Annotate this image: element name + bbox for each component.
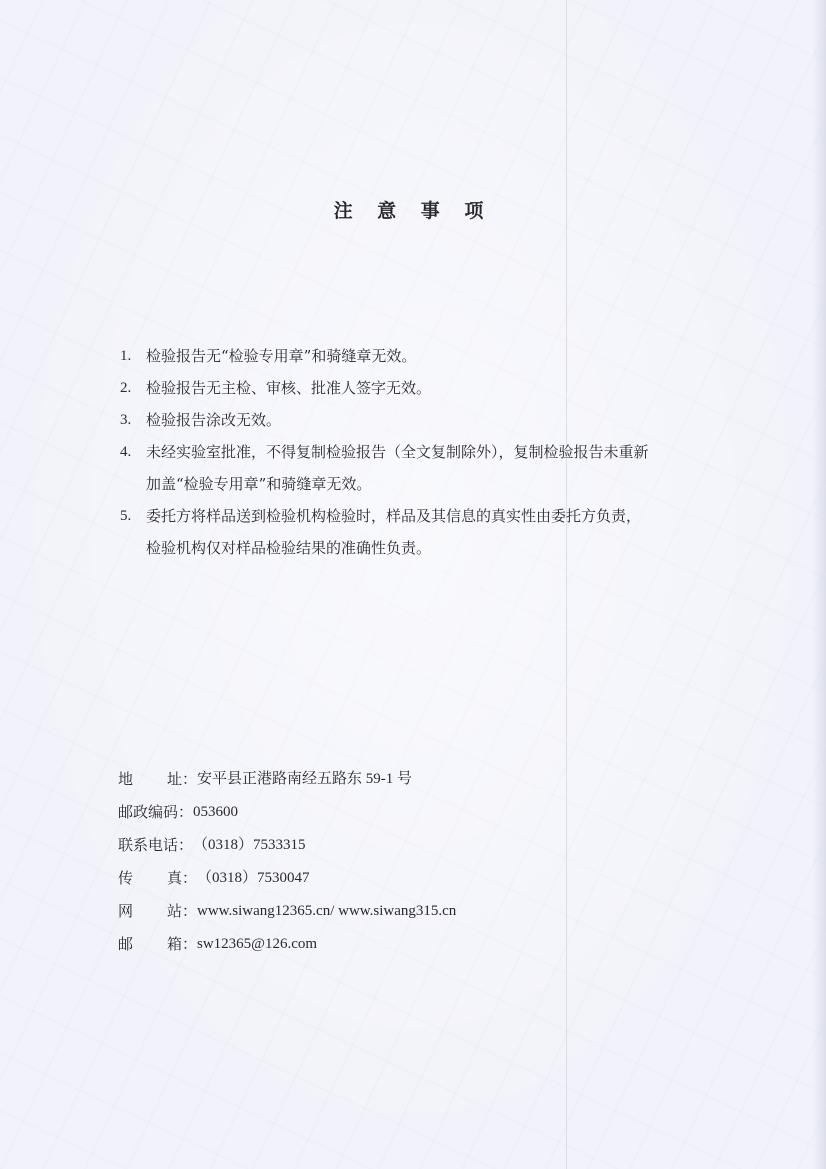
postcode-label: 邮政编码 (118, 803, 179, 821)
note-item-3 (118, 404, 718, 436)
email-link[interactable]: sw12365@126.com (197, 936, 318, 952)
address-separator: ： (182, 770, 198, 788)
email-separator: ： (182, 935, 198, 953)
note-text-line-2: 加盖“检验专用章”和骑缝章无效。 (146, 475, 372, 493)
note-text-line-1: 委托方将样品送到检验机构检验时，样品及其信息的真实性由委托方负责， (146, 507, 642, 525)
contact-phone-row (118, 829, 678, 862)
website-label: 网 站 (118, 902, 182, 920)
note-text-line-2: 检验机构仅对样品检验结果的准确性负责。 (146, 539, 432, 557)
notes-list (118, 340, 718, 564)
fax-label: 传 真 (118, 869, 182, 887)
phone-separator: ： (178, 836, 194, 854)
note-item-5 (118, 500, 718, 564)
note-text: 检验报告无“检验专用章”和骑缝章无效。 (146, 347, 417, 365)
contact-email-row (118, 928, 678, 961)
note-number: 5. (120, 508, 132, 524)
phone-value: （0318）7533315 (193, 837, 306, 853)
contact-postcode-row (118, 796, 678, 829)
note-number: 1. (120, 348, 132, 364)
website-link[interactable]: www.siwang12365.cn/ www.siwang315.cn (197, 903, 457, 919)
address-value: 安平县正港路南经五路东 59-1 号 (197, 771, 413, 787)
website-separator: ： (182, 902, 198, 920)
postcode-separator: ： (178, 803, 194, 821)
phone-label: 联系电话 (118, 836, 179, 854)
contact-website-row (118, 895, 678, 928)
contact-address-row (118, 763, 678, 796)
address-label: 地 址 (118, 770, 182, 788)
note-item-4 (118, 436, 718, 500)
note-number: 2. (120, 380, 132, 396)
postcode-value: 053600 (193, 804, 239, 820)
note-item-1 (118, 340, 718, 372)
note-text: 检验报告涂改无效。 (146, 411, 282, 429)
note-number: 4. (120, 444, 132, 460)
note-item-2 (118, 372, 718, 404)
note-text-line-1: 未经实验室批准，不得复制检验报告（全文复制除外），复制检验报告未重新 (146, 443, 649, 461)
fax-separator: ： (182, 869, 198, 887)
fax-value: （0318）7530047 (197, 870, 310, 886)
page-fold-line (566, 0, 567, 1169)
page-edge-shadow (812, 0, 826, 1169)
contact-info (118, 763, 678, 961)
note-number: 3. (120, 412, 132, 428)
email-label: 邮 箱 (118, 935, 182, 953)
page-title: 注 意 事 项 (333, 200, 493, 222)
contact-fax-row (118, 862, 678, 895)
note-text: 检验报告无主检、审核、批准人签字无效。 (146, 379, 432, 397)
